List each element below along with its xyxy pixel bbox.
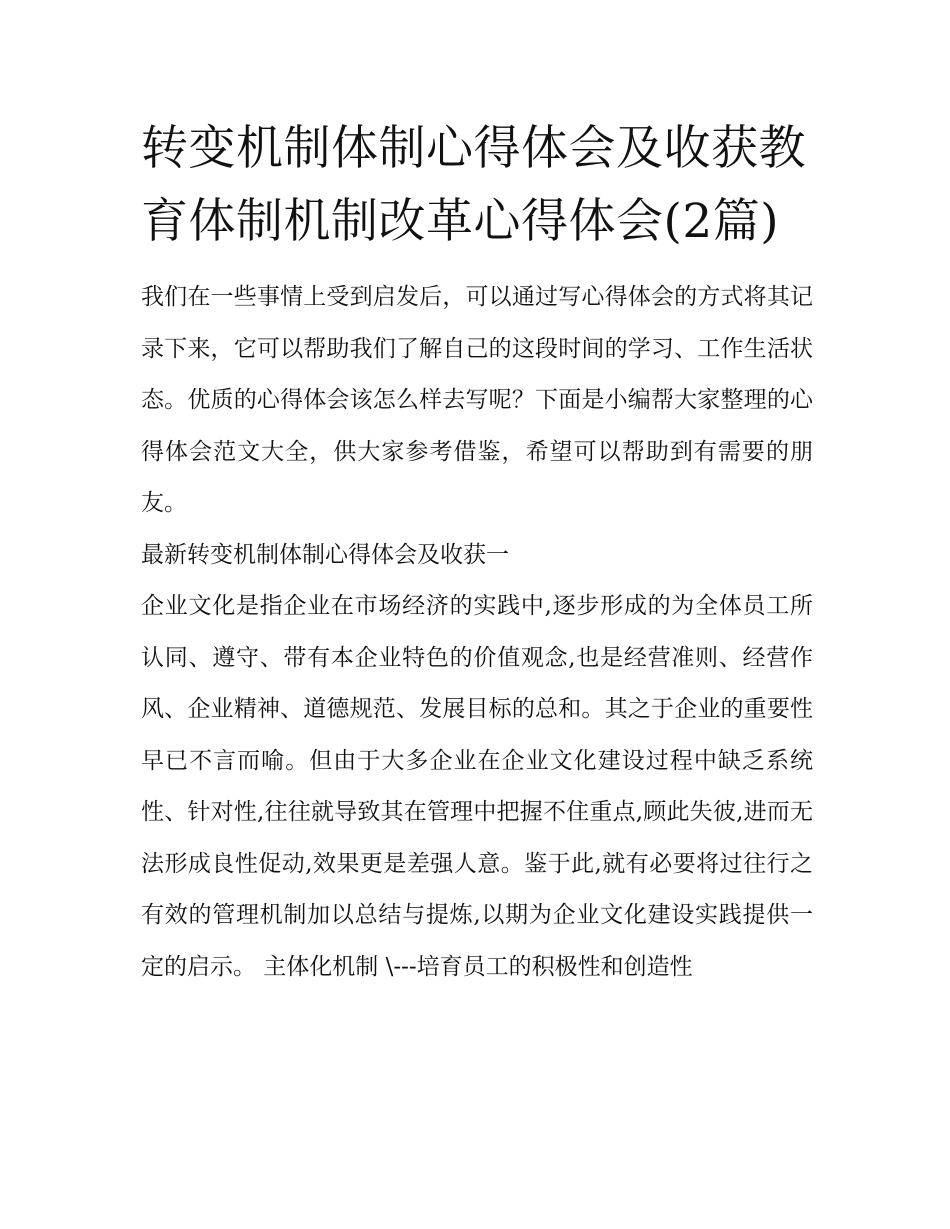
- document-page: [141, 112, 813, 993]
- body-paragraph: 企业文化是指企业在市场经济的实践中,逐步形成的为全体员工所认同、遵守、带有本企业特色的价值观念,也是经营准则、经营作风、企业精神、道德规范、发展目标的总和。其之于企业的重要性早已不言而喻。但由于大多企业在企业文化建设过程中缺乏系统性、针对性,往往就导致其在管理中把握不住重点,顾此失彼,进而无法形成良性促动,效果更是差强人意。鉴于此,就有必要将过往行之有效的管理机制加以总结与提炼,以期为企业文化建设实践提供一定的启示。 主体化机制 \---培育员工的积极性和创造性: [141, 593, 813, 980]
- intro-paragraph: 我们在一些事情上受到启发后，可以通过写心得体会的方式将其记录下来，它可以帮助我们了解自己的这段时间的学习、工作生活状态。优质的心得体会该怎么样去写呢？下面是小编帮大家整理的心得体会范文大全，供大家参考借鉴，希望可以帮助到有需要的朋友。: [141, 284, 813, 516]
- section-heading: 最新转变机制体制心得体会及收获一: [141, 541, 509, 568]
- document-title: 转变机制体制心得体会及收获教育体制机制改革心得体会(2篇): [141, 121, 806, 249]
